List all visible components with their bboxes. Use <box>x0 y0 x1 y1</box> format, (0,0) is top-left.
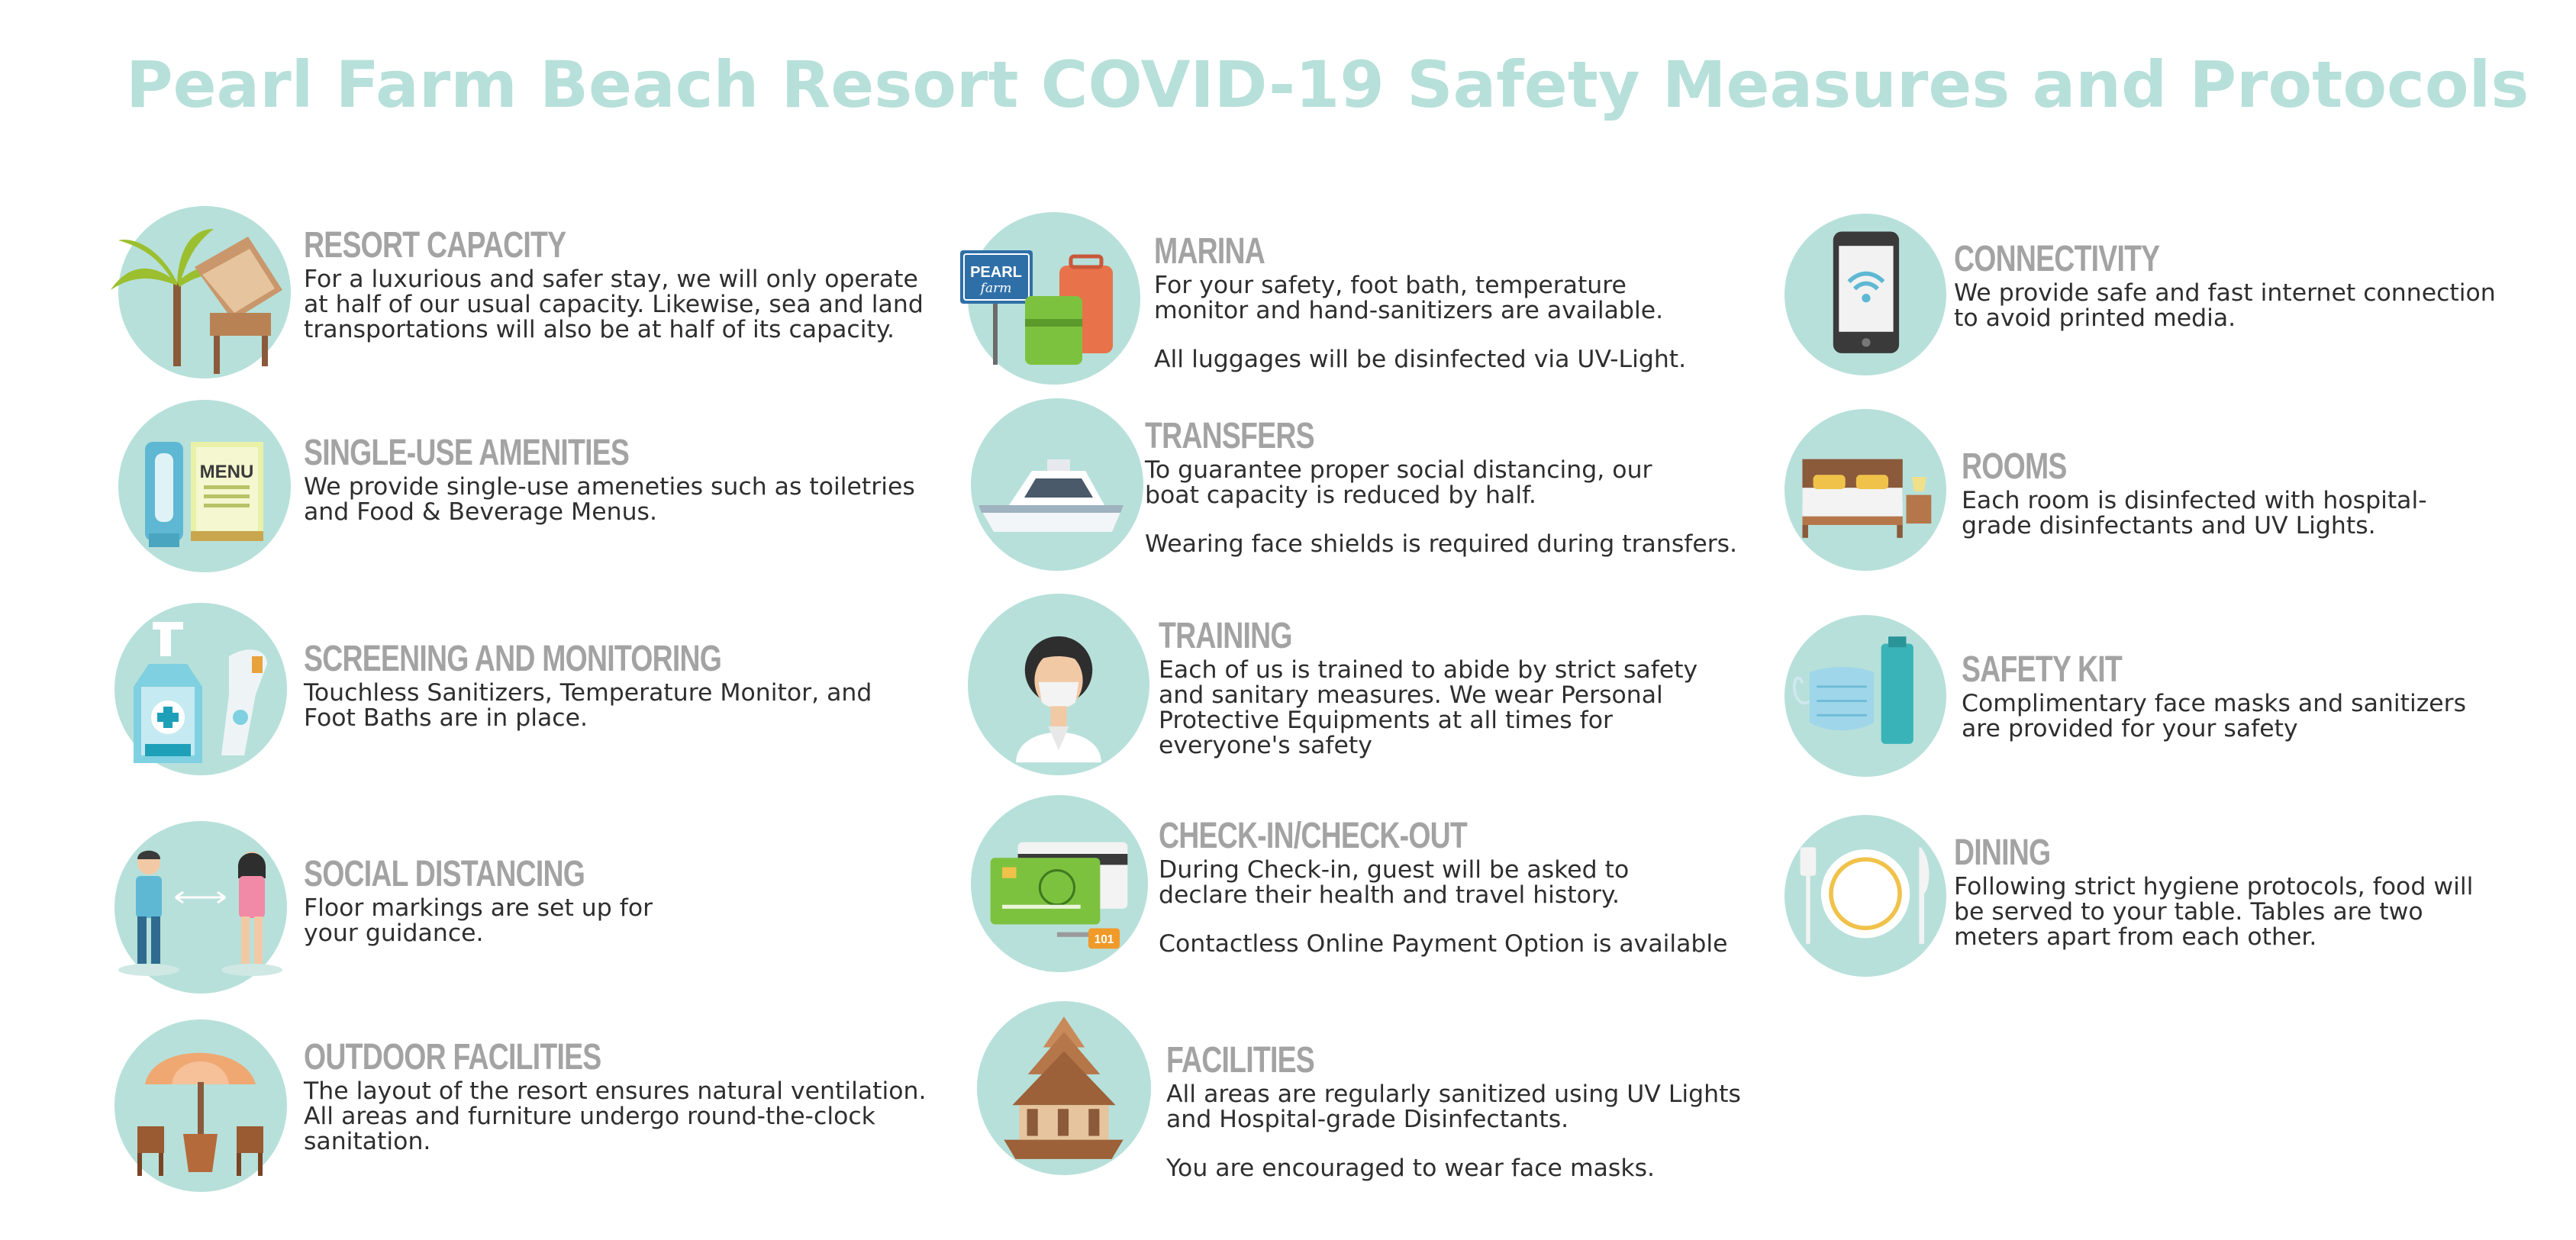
toiletries-menu-icon <box>118 400 291 572</box>
heading: OUTDOOR FACILITIES <box>304 1037 601 1077</box>
heading: MARINA <box>1154 231 1265 272</box>
paragraph: To guarantee proper social distancing, our boat capacity is reduced by half. <box>1145 456 1652 509</box>
paragraph: During Check-in, guest will be asked to declare their health and travel history. <box>1159 856 1630 909</box>
masked-staff-icon <box>968 594 1149 775</box>
svg-text:farm: farm <box>980 281 1012 296</box>
luggage-sign-icon <box>968 212 1140 385</box>
plate-cutlery-icon <box>1785 815 1946 977</box>
heading: CONNECTIVITY <box>1954 239 2160 279</box>
description <box>1159 658 1785 758</box>
description <box>1154 273 1780 372</box>
heading: TRAINING <box>1159 616 1292 656</box>
description <box>304 681 930 731</box>
palm-hut-icon <box>118 206 291 378</box>
sanitizer-thermometer-icon <box>114 603 287 775</box>
paragraph: Floor markings are set up for your guidance. <box>304 894 653 947</box>
paragraph: The layout of the resort ensures natural ventilation. All areas and furniture undergo round-the-clock sanitation. <box>304 1077 927 1155</box>
pavilion-icon <box>977 1001 1151 1175</box>
paragraph: We provide safe and fast internet connection to avoid printed media. <box>1954 279 2496 332</box>
paragraph: All areas are regularly sanitized using UV Lights and Hospital-grade Disinfectants. <box>1166 1081 1741 1133</box>
social-distancing-icon <box>114 821 287 994</box>
heading: TRANSFERS <box>1145 416 1314 456</box>
paragraph: Each room is disinfected with hospital-grade disinfectants and UV Lights. <box>1962 487 2427 539</box>
paragraph: Contactless Online Payment Option is available <box>1159 930 1728 958</box>
paragraph: For a luxurious and safer stay, we will only operate at half of our usual capacity. Likewise, sea and land transportations will also be at half of its capacity. <box>304 266 924 343</box>
heading: CHECK-IN/CHECK-OUT <box>1159 816 1468 856</box>
bed-icon <box>1785 409 1946 571</box>
paragraph: All luggages will be disinfected via UV-Light. <box>1154 346 1687 373</box>
description <box>1954 281 2576 331</box>
umbrella-chairs-icon <box>114 1019 287 1192</box>
paragraph: Following strict hygiene protocols, food will be served to your table. Tables are two meters apart from each other. <box>1954 873 2474 951</box>
description <box>1145 458 1771 557</box>
heading: DINING <box>1954 833 2051 873</box>
description <box>304 1079 930 1155</box>
heading: SOCIAL DISTANCING <box>304 854 585 894</box>
paragraph: Each of us is trained to abide by strict safety and sanitary measures. We wear Personal Protective Equipments at all times for everyone's safety <box>1159 656 1698 759</box>
cards-key-icon <box>971 795 1148 972</box>
heading: SAFETY KIT <box>1962 649 2122 690</box>
paragraph: You are encouraged to wear face masks. <box>1166 1155 1656 1182</box>
description <box>1962 488 2576 539</box>
page-title: Pearl Farm Beach Resort COVID-19 Safety Measures and Protocols <box>126 47 2529 122</box>
boat-icon <box>971 398 1143 571</box>
mask-sanitizer-icon <box>1785 615 1946 777</box>
heading: SINGLE-USE AMENITIES <box>304 433 630 473</box>
description <box>1954 874 2576 950</box>
description <box>1962 691 2576 742</box>
heading: RESORT CAPACITY <box>304 225 566 266</box>
key-tag: 101 <box>1094 933 1114 947</box>
heading: ROOMS <box>1962 446 2067 487</box>
paragraph: We provide single-use ameneties such as toiletries and Food & Beverage Menus. <box>304 473 915 526</box>
paragraph: Touchless Sanitizers, Temperature Monitor, and Foot Baths are in place. <box>304 679 872 732</box>
svg-text:MENU: MENU <box>199 462 254 482</box>
description <box>304 267 930 343</box>
description <box>304 896 930 946</box>
paragraph: For your safety, foot bath, temperature monitor and hand-sanitizers are available. <box>1154 272 1664 324</box>
heading: FACILITIES <box>1166 1040 1314 1081</box>
heading: SCREENING AND MONITORING <box>304 639 722 679</box>
phone-wifi-icon <box>1785 214 1946 375</box>
description <box>1166 1082 1792 1181</box>
description <box>1159 858 1785 957</box>
description <box>304 475 930 525</box>
paragraph: Complimentary face masks and sanitizers are provided for your safety <box>1962 690 2466 742</box>
svg-text:PEARL: PEARL <box>970 264 1022 281</box>
paragraph: Wearing face shields is required during transfers. <box>1145 530 1738 558</box>
